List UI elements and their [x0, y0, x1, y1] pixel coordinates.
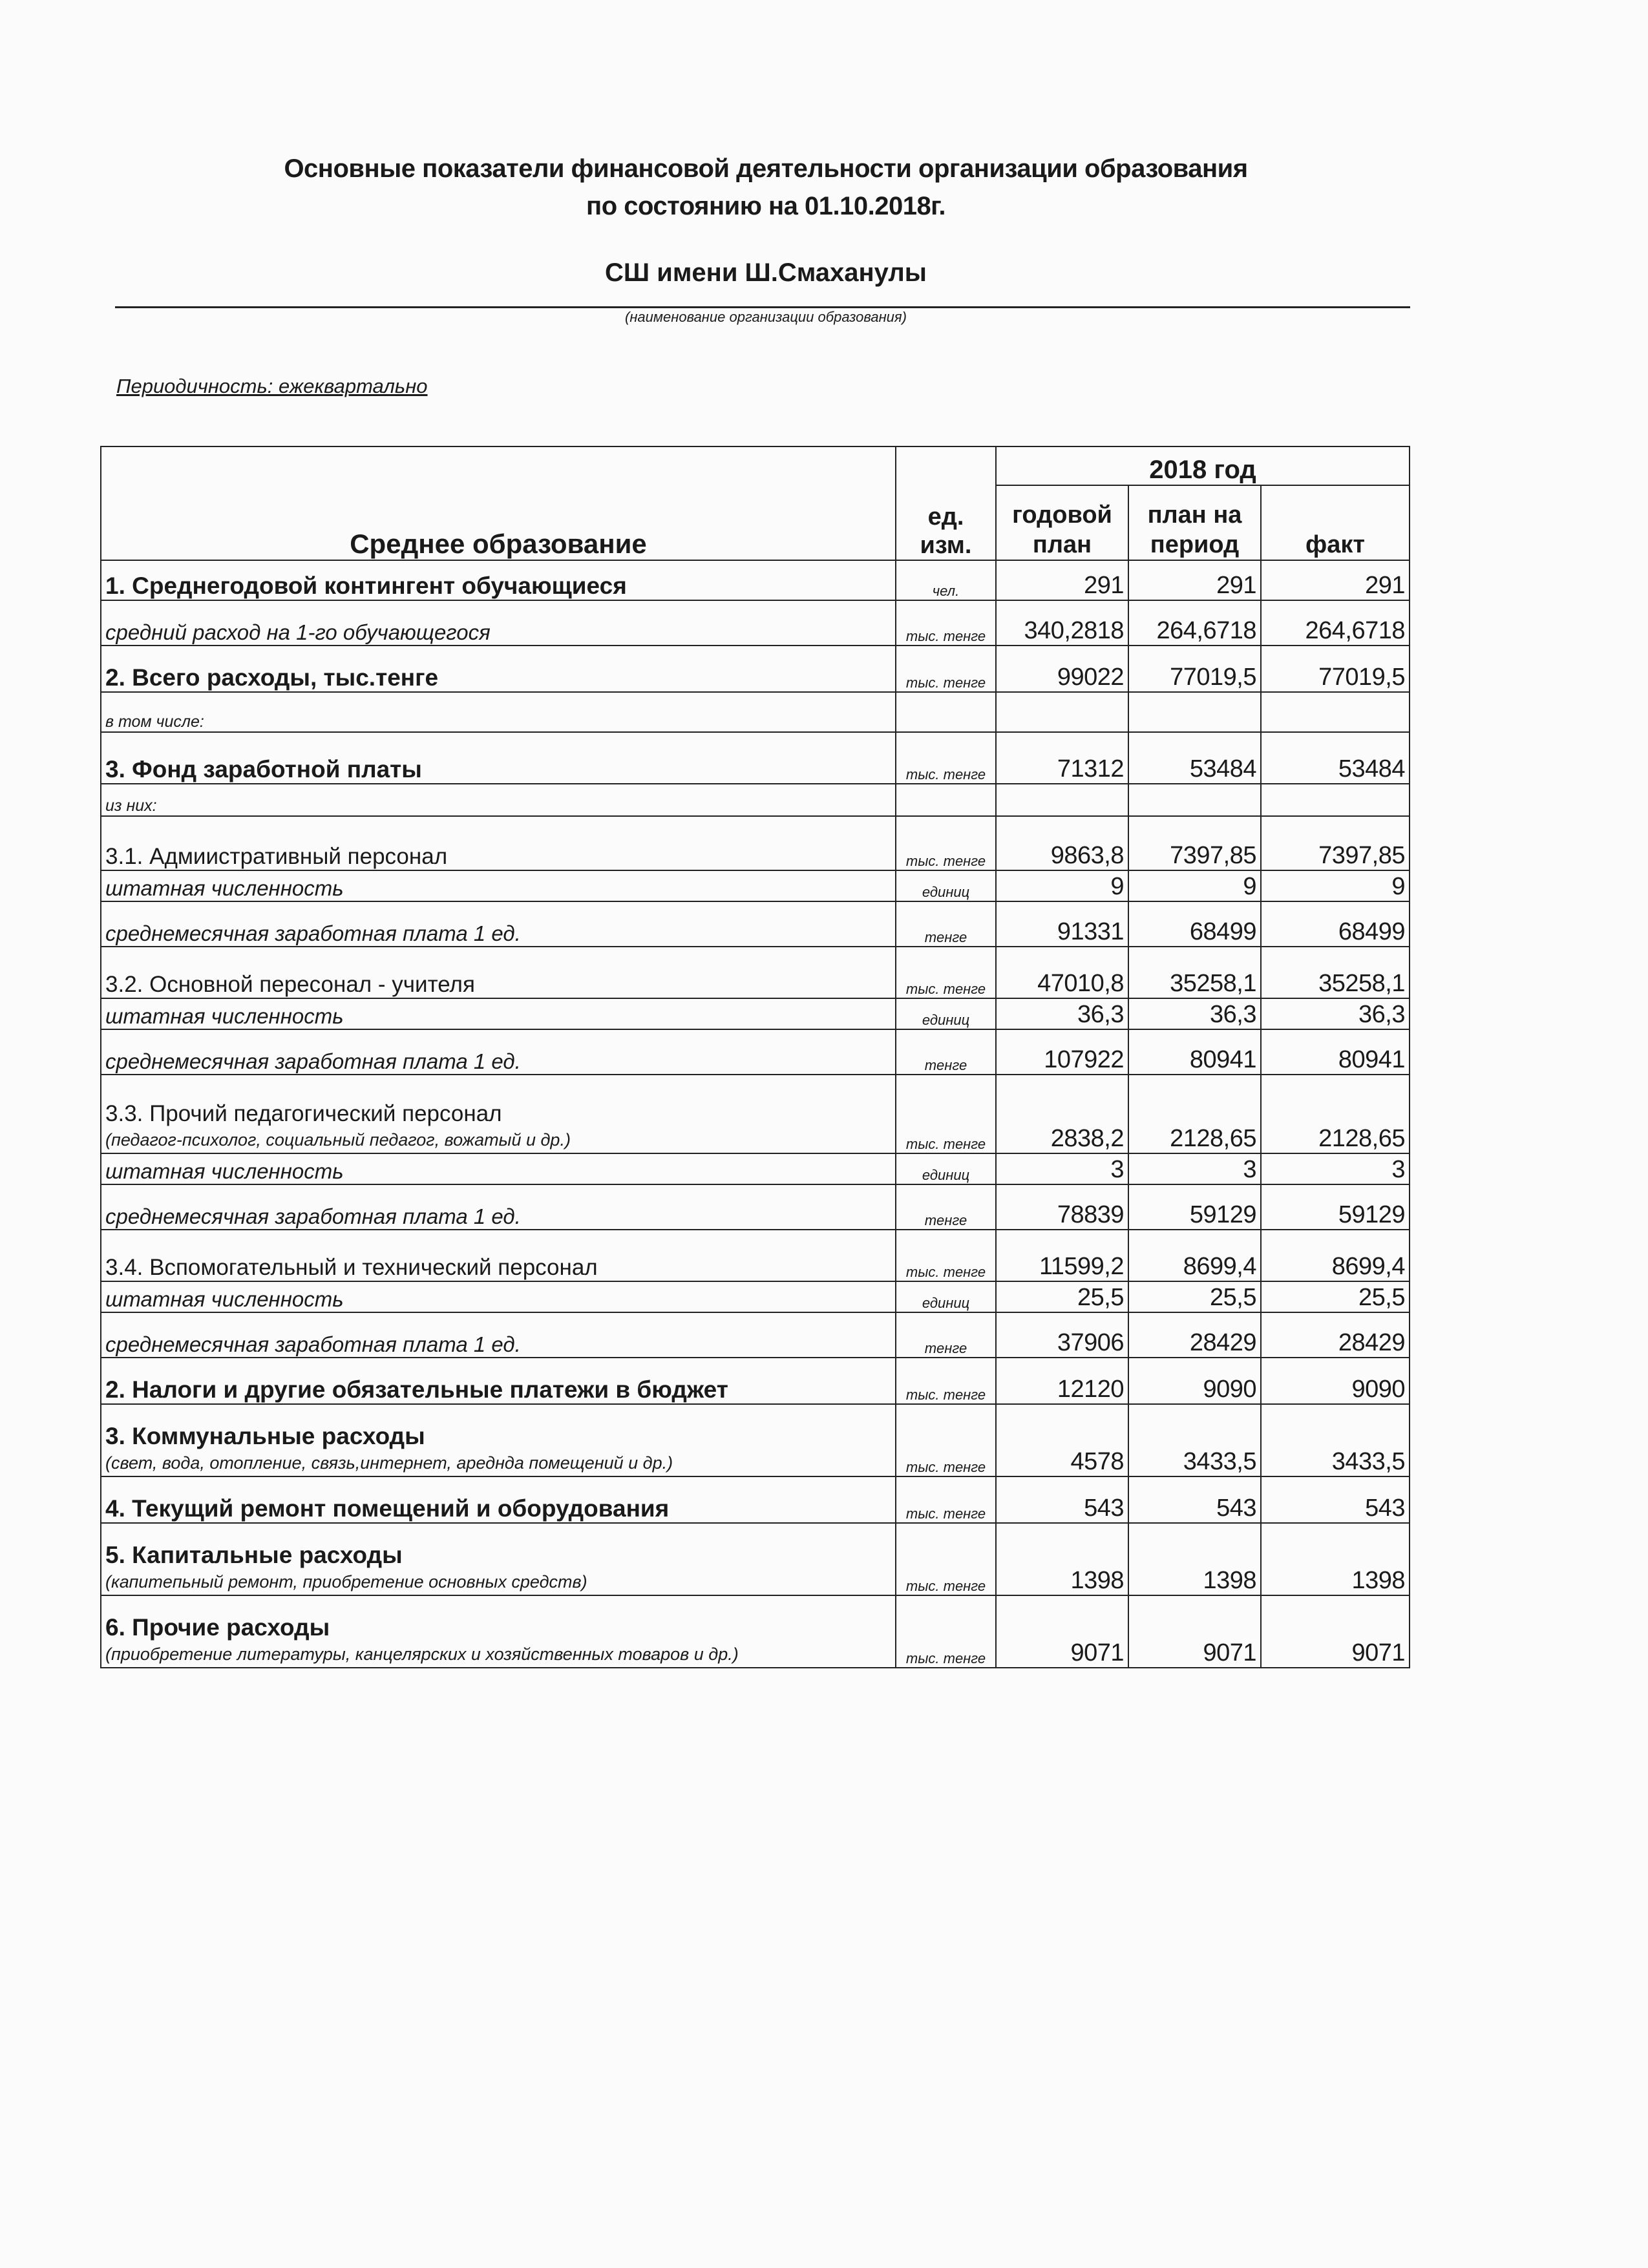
row-annual-plan: 3	[996, 1153, 1128, 1184]
row-period-plan: 77019,5	[1128, 646, 1261, 692]
row-unit: тыс. тенге	[896, 1404, 996, 1476]
row-unit: единиц	[896, 1281, 996, 1312]
header-period-plan: план на период	[1128, 485, 1261, 560]
row-name	[101, 784, 896, 816]
title-line-2: по состоянию на 01.10.2018г.	[586, 192, 945, 220]
row-period-plan: 9071	[1128, 1595, 1261, 1668]
row-unit: тыс. тенге	[896, 1595, 996, 1668]
row-unit: тыс. тенге	[896, 816, 996, 870]
row-unit: тыс. тенге	[896, 600, 996, 646]
row-unit	[896, 784, 996, 816]
row-fact: 36,3	[1261, 998, 1410, 1029]
table-row	[101, 1281, 1410, 1312]
table-row	[101, 1153, 1410, 1184]
row-period-plan: 80941	[1128, 1029, 1261, 1075]
row-unit: единиц	[896, 870, 996, 901]
row-annual-plan: 9071	[996, 1595, 1128, 1668]
row-name	[101, 560, 896, 600]
row-unit: тыс. тенге	[896, 1075, 996, 1153]
row-period-plan: 68499	[1128, 901, 1261, 947]
row-annual-plan: 36,3	[996, 998, 1128, 1029]
row-unit: тыс. тенге	[896, 1230, 996, 1281]
table-row	[101, 1476, 1410, 1523]
row-name	[101, 870, 896, 901]
row-note: (капитепьный ремонт, приобретение основных средств)	[105, 1572, 587, 1591]
row-annual-plan	[996, 784, 1128, 816]
row-fact: 264,6718	[1261, 600, 1410, 646]
row-fact: 35258,1	[1261, 947, 1410, 998]
row-fact: 7397,85	[1261, 816, 1410, 870]
row-annual-plan: 107922	[996, 1029, 1128, 1075]
row-fact: 68499	[1261, 901, 1410, 947]
row-name-text: в том числе:	[105, 713, 204, 731]
row-name	[101, 1523, 896, 1595]
row-period-plan: 9090	[1128, 1358, 1261, 1404]
row-unit: тенге	[896, 1312, 996, 1358]
row-period-plan: 28429	[1128, 1312, 1261, 1358]
row-period-plan: 291	[1128, 560, 1261, 600]
row-name	[101, 1476, 896, 1523]
row-fact: 9090	[1261, 1358, 1410, 1404]
row-period-plan: 53484	[1128, 732, 1261, 784]
row-name	[101, 1153, 896, 1184]
row-name	[101, 947, 896, 998]
row-annual-plan: 12120	[996, 1358, 1128, 1404]
row-period-plan: 2128,65	[1128, 1075, 1261, 1153]
table-row	[101, 1404, 1410, 1476]
row-unit: тыс. тенге	[896, 732, 996, 784]
row-unit: тыс. тенге	[896, 646, 996, 692]
row-fact: 3	[1261, 1153, 1410, 1184]
row-fact	[1261, 692, 1410, 732]
row-annual-plan: 2838,2	[996, 1075, 1128, 1153]
row-name-text: 3.4. Вспомогательный и технический персонал	[105, 1255, 598, 1280]
row-annual-plan: 4578	[996, 1404, 1128, 1476]
row-fact: 9071	[1261, 1595, 1410, 1668]
row-period-plan: 7397,85	[1128, 816, 1261, 870]
row-name-text: среднемесячная заработная плата 1 ед.	[105, 1049, 521, 1073]
document-title	[0, 150, 1532, 225]
row-name	[101, 692, 896, 732]
table-row	[101, 1184, 1410, 1230]
row-name-text: 3. Фонд заработной платы	[105, 756, 422, 782]
row-period-plan	[1128, 784, 1261, 816]
row-annual-plan: 9863,8	[996, 816, 1128, 870]
table-row	[101, 1230, 1410, 1281]
row-fact: 2128,65	[1261, 1075, 1410, 1153]
row-annual-plan: 99022	[996, 646, 1128, 692]
row-name	[101, 1358, 896, 1404]
row-unit: тыс. тенге	[896, 1523, 996, 1595]
row-annual-plan: 340,2818	[996, 600, 1128, 646]
row-period-plan: 8699,4	[1128, 1230, 1261, 1281]
table-row	[101, 1029, 1410, 1075]
row-annual-plan: 71312	[996, 732, 1128, 784]
row-unit: единиц	[896, 1153, 996, 1184]
table-row	[101, 1312, 1410, 1358]
table-row	[101, 692, 1410, 732]
row-period-plan: 3	[1128, 1153, 1261, 1184]
row-period-plan: 543	[1128, 1476, 1261, 1523]
header-unit: ед. изм.	[896, 446, 996, 560]
table-row	[101, 646, 1410, 692]
row-fact: 543	[1261, 1476, 1410, 1523]
row-fact: 80941	[1261, 1029, 1410, 1075]
row-note: (педагог-психолог, социальный педагог, вожатый и др.)	[105, 1130, 571, 1150]
row-unit: чел.	[896, 560, 996, 600]
row-name	[101, 1595, 896, 1668]
table-row	[101, 998, 1410, 1029]
row-name-text: среднемесячная заработная плата 1 ед.	[105, 1204, 521, 1228]
organization-caption: (наименование организации образования)	[625, 309, 907, 325]
row-period-plan	[1128, 692, 1261, 732]
header-annual-plan: годовой план	[996, 485, 1128, 560]
row-fact: 25,5	[1261, 1281, 1410, 1312]
table-row	[101, 1523, 1410, 1595]
row-name	[101, 1281, 896, 1312]
row-note: (свет, вода, отопление, связь,интернет, ареднда помещений и др.)	[105, 1453, 673, 1473]
row-annual-plan: 47010,8	[996, 947, 1128, 998]
header-fact: факт	[1261, 485, 1410, 560]
row-unit: единиц	[896, 998, 996, 1029]
table-row	[101, 816, 1410, 870]
row-name-text: 2. Налоги и другие обязательные платежи в бюджет	[105, 1376, 728, 1403]
row-name	[101, 600, 896, 646]
row-name-text: 5. Капитальные расходы	[105, 1542, 403, 1568]
table-row	[101, 870, 1410, 901]
header-year: 2018 год	[996, 446, 1410, 485]
row-name-text: 3.3. Прочий педагогический персонал	[105, 1101, 502, 1126]
row-name	[101, 1075, 896, 1153]
row-annual-plan: 9	[996, 870, 1128, 901]
row-name-text: 1. Среднегодовой контингент обучающиеся	[105, 572, 627, 599]
row-fact: 53484	[1261, 732, 1410, 784]
row-name	[101, 816, 896, 870]
row-annual-plan	[996, 692, 1128, 732]
title-line-1: Основные показатели финансовой деятельности организации образования	[284, 154, 1248, 183]
row-name	[101, 1230, 896, 1281]
row-name-text: штатная численность	[105, 1004, 344, 1028]
financial-indicators-table	[100, 446, 1410, 1668]
row-name-text: штатная численность	[105, 1159, 344, 1183]
row-fact: 291	[1261, 560, 1410, 600]
row-name-text: средний расход на 1-го обучающегося	[105, 620, 491, 644]
table-row	[101, 947, 1410, 998]
row-unit: тенге	[896, 901, 996, 947]
table-row	[101, 600, 1410, 646]
table-body	[101, 560, 1410, 1668]
row-unit	[896, 692, 996, 732]
row-period-plan: 25,5	[1128, 1281, 1261, 1312]
row-name	[101, 1184, 896, 1230]
row-unit: тенге	[896, 1184, 996, 1230]
row-fact: 8699,4	[1261, 1230, 1410, 1281]
row-period-plan: 3433,5	[1128, 1404, 1261, 1476]
row-period-plan: 35258,1	[1128, 947, 1261, 998]
row-name-text: штатная численность	[105, 876, 344, 900]
row-period-plan: 36,3	[1128, 998, 1261, 1029]
row-name-text: 4. Текущий ремонт помещений и оборудования	[105, 1495, 670, 1522]
row-name	[101, 1404, 896, 1476]
row-name	[101, 646, 896, 692]
table-row	[101, 784, 1410, 816]
row-name-text: среднемесячная заработная плата 1 ед.	[105, 921, 521, 945]
row-unit: тыс. тенге	[896, 1476, 996, 1523]
row-period-plan: 59129	[1128, 1184, 1261, 1230]
row-name-text: 3.1. Адмиистративный персонал	[105, 844, 448, 869]
row-annual-plan: 1398	[996, 1523, 1128, 1595]
table-row	[101, 732, 1410, 784]
row-period-plan: 9	[1128, 870, 1261, 901]
table-row	[101, 1595, 1410, 1668]
row-annual-plan: 91331	[996, 901, 1128, 947]
row-annual-plan: 37906	[996, 1312, 1128, 1358]
organization-underline	[115, 306, 1410, 308]
table-row	[101, 901, 1410, 947]
row-annual-plan: 11599,2	[996, 1230, 1128, 1281]
table-row	[101, 1075, 1410, 1153]
row-fact: 1398	[1261, 1523, 1410, 1595]
organization-name: СШ имени Ш.Смаханулы	[605, 258, 927, 287]
row-name-text: среднемесячная заработная плата 1 ед.	[105, 1332, 521, 1356]
row-note: (приобретение литературы, канцелярских и хозяйственных товаров и др.)	[105, 1644, 739, 1664]
header-section: Среднее образование	[101, 446, 896, 560]
periodicity: Периодичность: ежеквартально	[116, 375, 428, 397]
row-fact: 77019,5	[1261, 646, 1410, 692]
row-unit: тыс. тенге	[896, 947, 996, 998]
row-name-text: штатная численность	[105, 1287, 344, 1311]
row-unit: тыс. тенге	[896, 1358, 996, 1404]
row-period-plan: 1398	[1128, 1523, 1261, 1595]
row-annual-plan: 291	[996, 560, 1128, 600]
row-annual-plan: 25,5	[996, 1281, 1128, 1312]
row-name	[101, 901, 896, 947]
row-name-text: 2. Всего расходы, тыс.тенге	[105, 664, 439, 691]
row-name-text: 3. Коммунальные расходы	[105, 1423, 425, 1449]
row-name	[101, 998, 896, 1029]
row-fact: 28429	[1261, 1312, 1410, 1358]
table-row	[101, 560, 1410, 600]
table-row	[101, 1358, 1410, 1404]
row-name-text: 3.2. Основной пересонал - учителя	[105, 972, 475, 997]
row-fact	[1261, 784, 1410, 816]
row-fact: 59129	[1261, 1184, 1410, 1230]
row-annual-plan: 543	[996, 1476, 1128, 1523]
row-name-text: 6. Прочие расходы	[105, 1614, 330, 1641]
row-period-plan: 264,6718	[1128, 600, 1261, 646]
row-annual-plan: 78839	[996, 1184, 1128, 1230]
row-name	[101, 1029, 896, 1075]
row-fact: 3433,5	[1261, 1404, 1410, 1476]
row-unit: тенге	[896, 1029, 996, 1075]
row-name-text: из них:	[105, 797, 157, 815]
row-name	[101, 732, 896, 784]
row-name	[101, 1312, 896, 1358]
row-fact: 9	[1261, 870, 1410, 901]
